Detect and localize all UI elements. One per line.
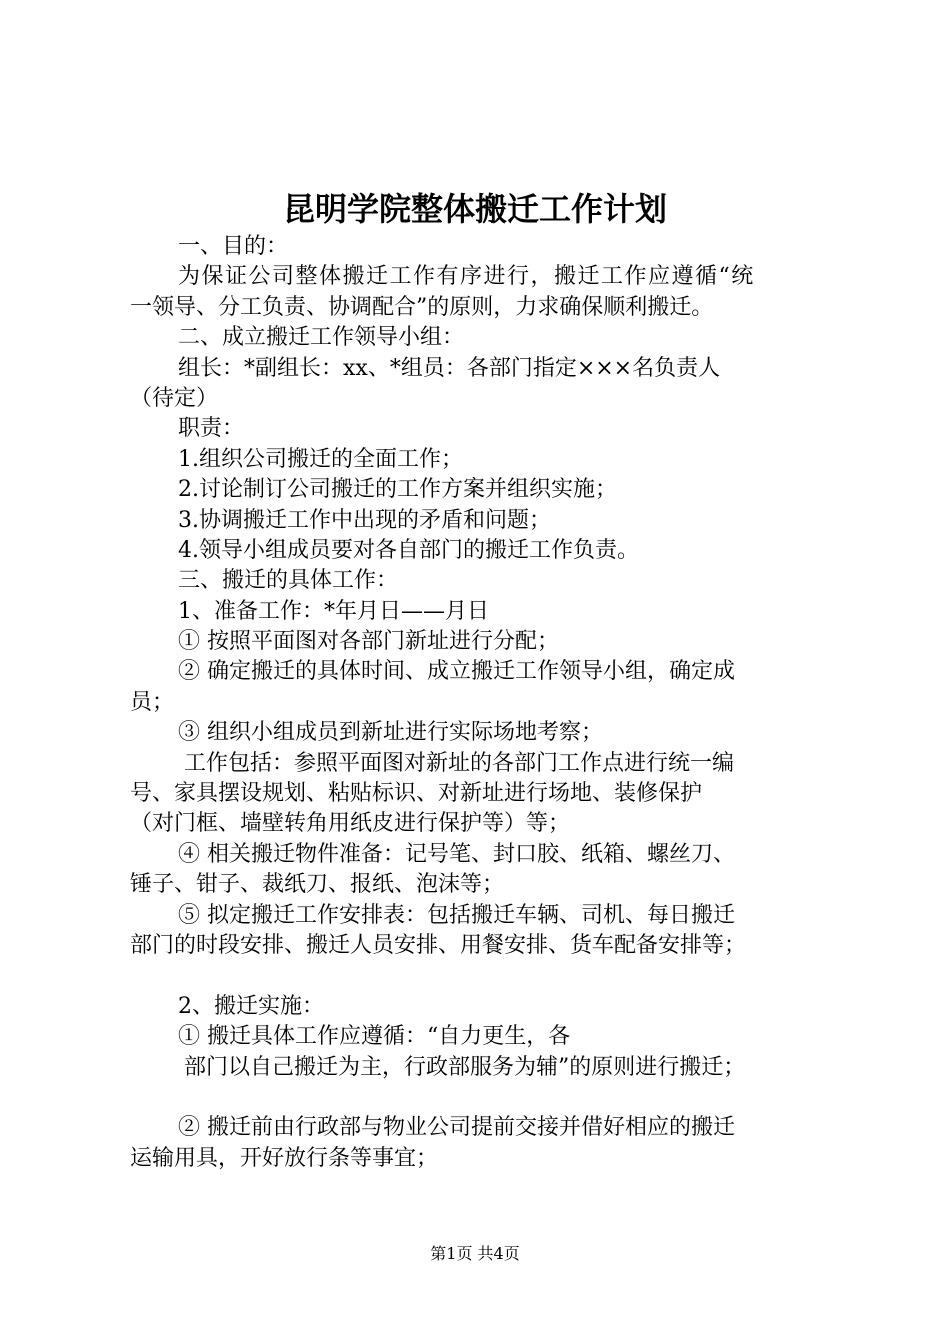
paragraph-line: 锤子、钳子、裁纸刀、报纸、泡沫等； [130, 872, 505, 898]
blank-line [130, 961, 840, 991]
paragraph-line: 2、搬迁实施： [178, 993, 324, 1019]
paragraph-line: 3.协调搬迁工作中出现的矛盾和问题； [178, 507, 551, 533]
paragraph-line: 部门的时段安排、搬迁人员安排、用餐安排、货车配备安排等； [130, 932, 747, 958]
paragraph-line: ⑤ 拟定搬迁工作安排表：包括搬迁车辆、司机、每日搬迁 [178, 902, 735, 928]
paragraph-line: （对门框、墙壁转角用纸皮进行保护等）等； [130, 811, 571, 837]
document-body [130, 232, 840, 1174]
paragraph-line: 一领导、分工负责、协调配合”的原则，力求确保顺利搬迁。 [130, 294, 714, 320]
blank-line [130, 1083, 840, 1113]
paragraph-line: 员； [130, 689, 175, 715]
paragraph-line: ② 确定搬迁的具体时间、成立搬迁工作领导小组，确定成 [178, 659, 735, 685]
paragraph-line: 运输用具，开好放行条等事宜； [130, 1145, 439, 1171]
paragraph-line: 部门以自己搬迁为主，行政部服务为辅”的原则进行搬迁； [184, 1054, 746, 1080]
paragraph-line: ③ 组织小组成员到新址进行实际场地考察； [178, 720, 603, 746]
paragraph-line: ① 搬迁具体工作应遵循：“自力更生，各 [178, 1024, 571, 1050]
paragraph-line: （待定） [130, 385, 219, 411]
paragraph-line: 职责： [178, 416, 245, 442]
paragraph-line: 组长：*副组长：xx、*组员：各部门指定×××名负责人 [178, 355, 721, 381]
paragraph-line: 2.讨论制订公司搬迁的工作方案并组织实施； [178, 477, 617, 503]
document-title: 昆明学院整体搬迁工作计划 [282, 190, 667, 228]
paragraph-line: 三、搬迁的具体工作： [178, 568, 399, 594]
paragraph-line: 1、准备工作：*年月日——月日 [178, 598, 489, 624]
paragraph-line: 为保证公司整体搬迁工作有序进行，搬迁工作应遵循“统 [178, 264, 755, 290]
paragraph-line: 4.领导小组成员要对各自部门的搬迁工作负责。 [178, 537, 639, 563]
page-number-footer: 第1页 共4页 [430, 1244, 520, 1263]
paragraph-line: 号、家具摆设规划、粘贴标识、对新址进行场地、装修保护 [130, 781, 703, 807]
paragraph-line: 1.组织公司搬迁的全面工作； [178, 446, 463, 472]
paragraph-line: 一、目的： [178, 234, 289, 259]
paragraph-line: ① 按照平面图对各部门新址进行分配； [178, 629, 559, 655]
paragraph-line: 二、成立搬迁工作领导小组： [178, 325, 465, 351]
paragraph-line: ② 搬迁前由行政部与物业公司提前交接并借好相应的搬迁 [178, 1115, 735, 1141]
paragraph-line: 工作包括：参照平面图对新址的各部门工作点进行统一编 [184, 750, 735, 776]
paragraph-line: ④ 相关搬迁物件准备：记号笔、封口胶、纸箱、螺丝刀、 [178, 841, 735, 867]
